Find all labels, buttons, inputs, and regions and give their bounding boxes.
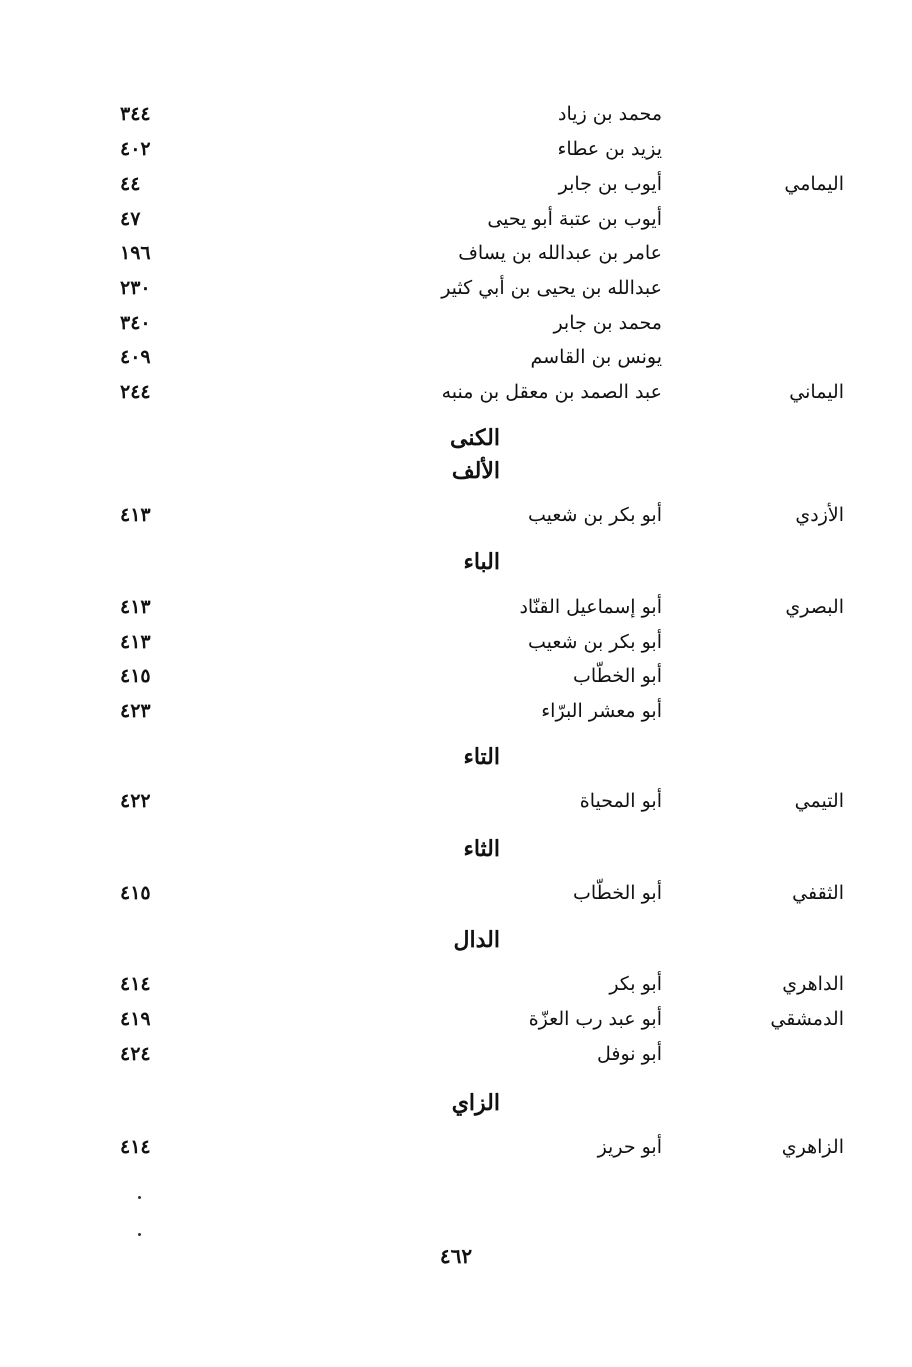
entry-page-number: ١٩٦ bbox=[120, 242, 151, 264]
speck bbox=[138, 1196, 141, 1199]
letter-heading: الدال bbox=[453, 927, 500, 953]
entry-name: أيوب بن عتبة أبو يحيى bbox=[487, 208, 662, 230]
index-entry bbox=[0, 1136, 912, 1170]
entry-name: عبد الصمد بن معقل بن منبه bbox=[441, 381, 662, 403]
letter-heading: الألف bbox=[451, 458, 500, 484]
entry-name: عامر بن عبدالله بن يساف bbox=[458, 242, 662, 264]
entry-name: أبو إسماعيل القنّاد bbox=[519, 596, 662, 618]
entry-name: أبو بكر بن شعيب bbox=[528, 504, 662, 526]
index-entry bbox=[0, 700, 912, 734]
entry-page-number: ٤٢٤ bbox=[120, 1043, 151, 1065]
page-number: ٤٦٢ bbox=[439, 1244, 473, 1268]
entry-name: أبو المحياة bbox=[579, 790, 662, 812]
entry-page-number: ٤١٤ bbox=[120, 1136, 151, 1158]
entry-name: محمد بن زياد bbox=[558, 103, 662, 125]
index-entry bbox=[0, 790, 912, 824]
entry-nisba: الأزدي bbox=[795, 504, 844, 526]
entry-name: أبو معشر البرّاء bbox=[541, 700, 662, 722]
index-entry bbox=[0, 1043, 912, 1077]
entry-page-number: ٤١٤ bbox=[120, 973, 151, 995]
entry-page-number: ٣٤٠ bbox=[120, 312, 151, 334]
entry-name: عبدالله بن يحيى بن أبي كثير bbox=[441, 277, 662, 299]
index-entry bbox=[0, 138, 912, 172]
index-entry bbox=[0, 596, 912, 630]
entry-name: أبو الخطّاب bbox=[572, 882, 662, 904]
entry-page-number: ٤٤ bbox=[120, 173, 141, 195]
entry-nisba: الدمشقي bbox=[770, 1008, 844, 1030]
index-entry bbox=[0, 504, 912, 538]
entry-page-number: ٤١٥ bbox=[120, 882, 151, 904]
entry-nisba: اليماني bbox=[789, 381, 844, 403]
index-entry bbox=[0, 312, 912, 346]
entry-page-number: ٢٤٤ bbox=[120, 381, 151, 403]
letter-heading: الثاء bbox=[463, 836, 500, 862]
entry-name: يزيد بن عطاء bbox=[557, 138, 662, 160]
entry-page-number: ٤٠٢ bbox=[120, 138, 151, 160]
index-entry bbox=[0, 173, 912, 207]
entry-page-number: ٤١٥ bbox=[120, 665, 151, 687]
speck bbox=[138, 1233, 141, 1236]
entry-name: أبو عبد رب العزّة bbox=[528, 1008, 662, 1030]
entry-name: محمد بن جابر bbox=[553, 312, 662, 334]
entry-nisba: الداهري bbox=[782, 973, 844, 995]
entry-nisba: اليمامي bbox=[784, 173, 844, 195]
entry-page-number: ٤١٣ bbox=[120, 596, 151, 618]
entry-nisba: البصري bbox=[785, 596, 844, 618]
entry-page-number: ٤١٣ bbox=[120, 631, 151, 653]
entry-page-number: ٤٧ bbox=[120, 208, 141, 230]
entry-page-number: ٤١٩ bbox=[120, 1008, 151, 1030]
letter-heading: الباء bbox=[463, 549, 500, 575]
entry-name: أبو نوفل bbox=[597, 1043, 662, 1065]
entry-page-number: ٢٣٠ bbox=[120, 277, 151, 299]
section-title: الكنى bbox=[450, 425, 500, 451]
entry-nisba: الزاهري bbox=[781, 1136, 844, 1158]
index-entry bbox=[0, 665, 912, 699]
entry-name: أبو الخطّاب bbox=[572, 665, 662, 687]
letter-heading: الزاي bbox=[451, 1090, 500, 1116]
entry-nisba: التيمي bbox=[794, 790, 844, 812]
entry-name: يونس بن القاسم bbox=[530, 346, 662, 368]
entry-name: أبو بكر bbox=[609, 973, 662, 995]
index-entry bbox=[0, 103, 912, 137]
entry-page-number: ٤٢٣ bbox=[120, 700, 151, 722]
entry-name: أيوب بن جابر bbox=[558, 173, 662, 195]
entry-nisba: الثقفي bbox=[792, 882, 844, 904]
entry-page-number: ٣٤٤ bbox=[120, 103, 151, 125]
entry-page-number: ٤١٣ bbox=[120, 504, 151, 526]
index-entry bbox=[0, 346, 912, 380]
entry-page-number: ٤٠٩ bbox=[120, 346, 151, 368]
index-entry bbox=[0, 973, 912, 1007]
entry-page-number: ٤٢٢ bbox=[120, 790, 151, 812]
index-entry bbox=[0, 381, 912, 415]
entry-name: أبو بكر بن شعيب bbox=[528, 631, 662, 653]
index-entry bbox=[0, 277, 912, 311]
index-entry bbox=[0, 882, 912, 916]
index-entry bbox=[0, 208, 912, 242]
index-entry bbox=[0, 631, 912, 665]
index-entry bbox=[0, 1008, 912, 1042]
index-entry bbox=[0, 242, 912, 276]
entry-name: أبو حريز bbox=[597, 1136, 662, 1158]
letter-heading: التاء bbox=[463, 744, 500, 770]
